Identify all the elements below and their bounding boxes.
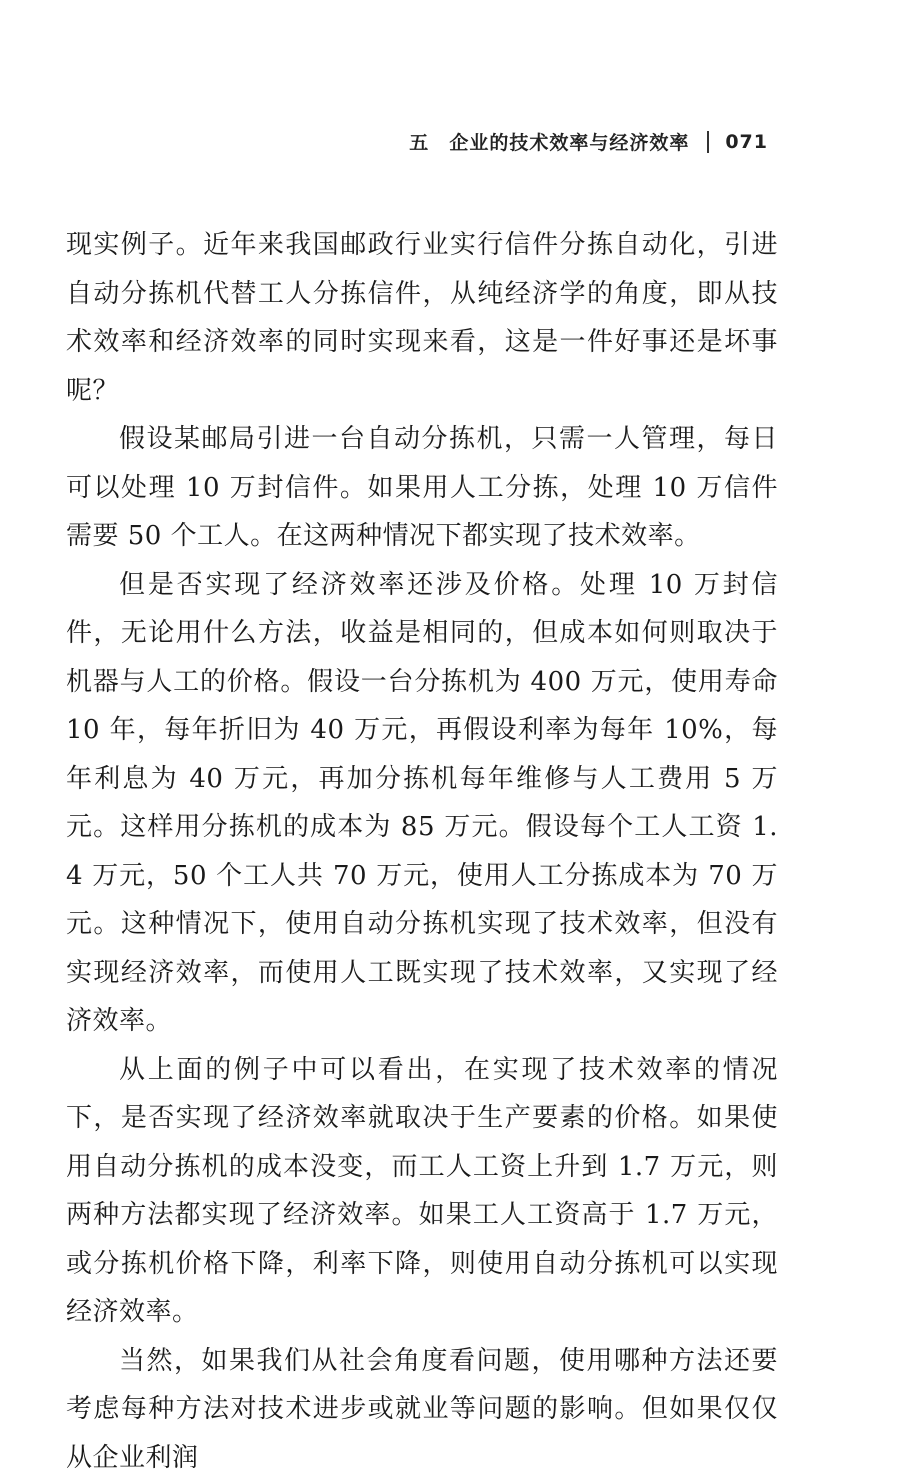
paragraph: 从上面的例子中可以看出，在实现了技术效率的情况下，是否实现了经济效率就取决于生产要素的价格。如果使用自动分拣机的成本没变，而工人工资上升到 1.7 万元，则两种方法都实现了经济效率。如果工人工资高于 1.7 万元，或分拣机价格下降，利率下降，则使用自动分拣机可以实现经济效率。 [66,1046,778,1337]
paragraph-continuation: 现实例子。近年来我国邮政行业实行信件分拣自动化，引进自动分拣机代替工人分拣信件，从纯经济学的角度，即从技术效率和经济效率的同时实现来看，这是一件好事还是坏事呢？ [66,221,778,415]
paragraph: 当然，如果我们从社会角度看问题，使用哪种方法还要考虑每种方法对技术进步或就业等问题的影响。但如果仅仅从企业利润 [66,1337,778,1482]
page-number: 071 [725,131,768,153]
paragraph: 假设某邮局引进一台自动分拣机，只需一人管理，每日可以处理 10 万封信件。如果用人工分拣，处理 10 万信件需要 50 个工人。在这两种情况下都实现了技术效率。 [66,415,778,561]
section-title: 企业的技术效率与经济效率 [449,128,689,155]
header-divider [707,131,709,153]
paragraph: 但是否实现了经济效率还涉及价格。处理 10 万封信件，无论用什么方法，收益是相同的，但成本如何则取决于机器与人工的价格。假设一台分拣机为 400 万元，使用寿命 10 年，每年折旧为 40 万元，再假设利率为每年 10%，每年利息为 40 万元，再加分拣机每年维修与人工费用 5 万元。这样用分拣机的成本为 85 万元。假设每个工人工资 1.4 万元，50 个工人共 70 万元，使用人工分拣成本为 70 万元。这种情况下，使用自动分拣机实现了技术效率，但没有实现经济效率，而使用人工既实现了技术效率，又实现了经济效率。 [66,561,778,1046]
running-header [409,128,768,155]
section-number: 五 [409,128,429,155]
body-text [66,221,778,1482]
